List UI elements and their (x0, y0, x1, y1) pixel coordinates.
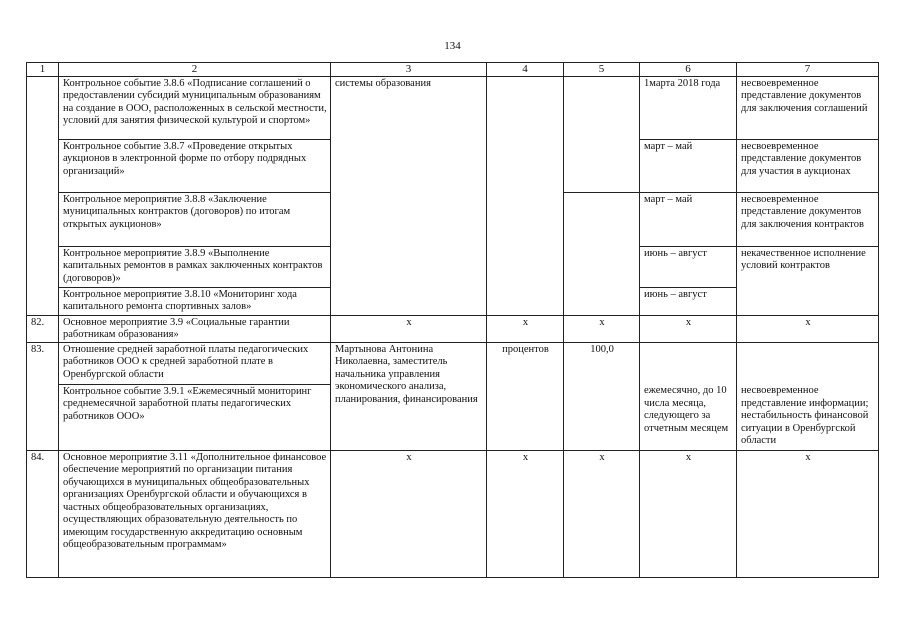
header-cell: 7 (737, 63, 879, 77)
term-cell: х (640, 315, 737, 342)
page-number: 134 (444, 40, 461, 52)
term-cell: х (640, 450, 737, 577)
header-cell: 5 (564, 63, 640, 77)
table-row (27, 315, 879, 342)
name-cell: Контрольное мероприятие 3.8.10 «Мониторинг хода капитального ремонта спортивных залов» (59, 287, 331, 315)
name-cell: Контрольное событие 3.8.7 «Проведение открытых аукционов в электронной форме по отбору подрядных организаций» (59, 139, 331, 192)
responsible-cell: Мартынова Антонина Николаевна, заместитель начальника управления экономического анализа, планирования, финансирования (331, 342, 487, 450)
value-cell: х (564, 315, 640, 342)
risk-cell: х (737, 315, 879, 342)
responsible-cell: х (331, 450, 487, 577)
header-cell: 2 (59, 63, 331, 77)
number-cell: 82. (27, 315, 59, 342)
number-cell: 83. (27, 342, 59, 450)
table-row (27, 450, 879, 577)
risk-cell: некачественное исполнение условий контрактов (737, 246, 879, 315)
term-cell: 1марта 2018 года (640, 76, 737, 139)
unit-cell: процентов (487, 342, 564, 450)
name-cell: Контрольное мероприятие 3.8.8 «Заключение муниципальных контрактов (договоров) по итогам открытых аукционов» (59, 192, 331, 246)
number-cell (27, 76, 59, 315)
term-cell: март – май (640, 192, 737, 246)
responsible-cell: системы образования (331, 76, 487, 315)
unit-cell: х (487, 450, 564, 577)
value-cell (564, 192, 640, 315)
term-cell: июнь – август (640, 287, 737, 315)
unit-cell: х (487, 315, 564, 342)
responsible-cell: х (331, 315, 487, 342)
term-cell: июнь – август (640, 246, 737, 287)
term-cell: март – май (640, 139, 737, 192)
header-cell: 1 (27, 63, 59, 77)
number-cell: 84. (27, 450, 59, 577)
term-cell: ежемесячно, до 10 числа месяца, следующего за отчетным месяцем (640, 384, 737, 450)
name-cell: Контрольное мероприятие 3.8.9 «Выполнение капитальных ремонтов в рамках заключенных контрактов (договоров)» (59, 246, 331, 287)
table-row (27, 76, 879, 139)
name-cell: Основное мероприятие 3.11 «Дополнительное финансовое обеспечение мероприятий по организации питания обучающихся в муниципальных общеобразовательных организациях Оренбургской области и обучающихся в частных общеобразовательных организациях, осуществляющих образовательную деятельность по имеющим государственную аккредитацию основным общеобразовательным программам» (59, 450, 331, 577)
name-cell: Контрольное событие 3.8.6 «Подписание соглашений о предоставлении субсидий муниципальным образованиям на создание в ООО, расположенных в сельской местности, условий для занятия физической культурой и спортом» (59, 76, 331, 139)
value-cell: 100,0 (564, 342, 640, 450)
name-cell: Контрольное событие 3.9.1 «Ежемесячный мониторинг среднемесячной заработной платы педагогических работников ООО» (59, 384, 331, 450)
risk-cell (737, 342, 879, 384)
risk-cell: несвоевременное представление документов для заключения соглашений (737, 76, 879, 139)
unit-cell (487, 76, 564, 315)
header-row (27, 63, 879, 77)
table-row (27, 342, 879, 384)
header-cell: 3 (331, 63, 487, 77)
term-cell (640, 342, 737, 384)
header-cell: 6 (640, 63, 737, 77)
name-cell: Отношение средней заработной платы педагогических работников ООО к средней заработной плате в Оренбургской области (59, 342, 331, 384)
name-cell: Основное мероприятие 3.9 «Социальные гарантии работникам образования» (59, 315, 331, 342)
risk-cell: несвоевременное представление документов для участия в аукционах (737, 139, 879, 192)
risk-cell: х (737, 450, 879, 577)
risk-cell: несвоевременное представление документов для заключения контрактов (737, 192, 879, 246)
header-cell: 4 (487, 63, 564, 77)
value-cell (564, 76, 640, 192)
value-cell: х (564, 450, 640, 577)
risk-cell: несвоевременное представление информации; нестабильность финансовой ситуации в Оренбургской области (737, 384, 879, 450)
measures-table (26, 62, 879, 578)
